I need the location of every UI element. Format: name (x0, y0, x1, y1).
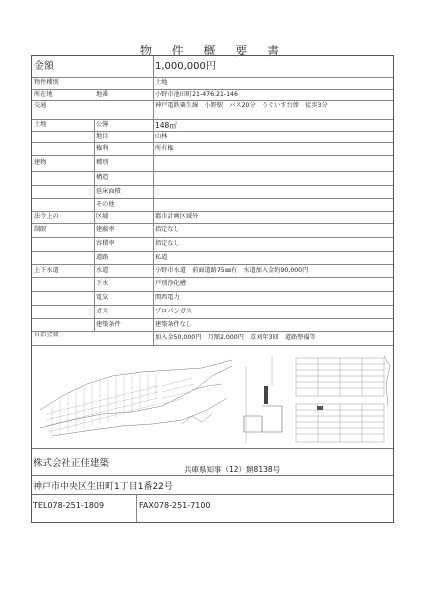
row-label: 交通 (34, 102, 47, 109)
row-label: 土地 (34, 121, 47, 129)
price-row (32, 56, 393, 78)
row-value: 関西電力 (155, 294, 180, 302)
row-sublabel: 容積率 (96, 240, 115, 248)
row-sublabel: 道路 (96, 253, 109, 261)
svg-text:...: ... (152, 383, 155, 387)
row-label: 制限 (34, 226, 47, 234)
subdivision-map-image (32, 346, 393, 449)
row-bldg-area (32, 186, 393, 199)
row-value: 小野市池田町21-476.21-146 (155, 90, 238, 98)
row-sublabel: 区域 (96, 213, 109, 221)
row-label: 上下水道 (34, 266, 59, 274)
row-value: 148㎡ (155, 120, 177, 130)
company-address-row (32, 476, 393, 495)
company-name-row (32, 449, 393, 476)
row-coverage (32, 224, 393, 238)
row-type (32, 78, 393, 90)
row-value: 神戸電鉄粟生線 小野駅 バス20分 うぐいす台俸 徒歩3分 (155, 102, 328, 109)
row-sublabel: 種別 (96, 159, 109, 167)
row-label: 物件種別 (34, 79, 59, 87)
row-sublabel: 下水 (96, 280, 109, 288)
row-gas (32, 306, 393, 319)
row-far (32, 238, 393, 252)
row-sewer (32, 278, 393, 292)
row-value: 私道 (155, 253, 168, 261)
row-zone (32, 212, 393, 224)
row-label: 建物 (34, 159, 47, 167)
row-sublabel: 電気 (96, 294, 109, 302)
row-sublabel: 建蔽率 (96, 226, 115, 234)
row-sublabel: 延床面積 (96, 187, 121, 195)
row-bldg-kind (32, 156, 393, 172)
row-rights (32, 143, 393, 156)
row-value: 山林 (155, 132, 168, 140)
company-address: 神戸市中央区生田町1丁目1番22号 (33, 482, 173, 492)
row-road (32, 252, 393, 265)
company-contact-row (32, 495, 393, 522)
row-land-area (32, 120, 393, 132)
row-value (153, 186, 393, 198)
row-assoc (32, 332, 393, 346)
company-name: 株式会社正佳建築 (33, 458, 110, 469)
row-transport (32, 101, 393, 120)
company-tel: TEL078-251-1809 (33, 501, 105, 510)
row-sublabel: その他 (96, 200, 115, 208)
company-license: 兵庫県知事（12）類8138号 (184, 465, 281, 474)
document-title: 物 件 概 要 書 (139, 44, 288, 58)
company-fax: FAX078-251-7100 (139, 501, 211, 510)
row-bldg-other (32, 199, 393, 212)
row-sublabel: ガス (96, 307, 109, 315)
row-value (153, 172, 393, 185)
row-value: 加入金50,000円 月額2,000円 草刈年3回 道路整備等 (155, 334, 316, 342)
row-label: 所在地 (34, 90, 53, 98)
row-value: 戸別浄化槽 (155, 280, 186, 288)
row-sublabel: 地目 (96, 132, 109, 140)
row-sublabel: 構造 (96, 174, 109, 182)
row-value (153, 156, 393, 171)
row-value (153, 199, 393, 211)
row-value: プロパンガス (155, 307, 193, 315)
row-value: 土地 (155, 79, 168, 87)
row-sublabel: 公簿 (96, 121, 109, 129)
row-land-use (32, 132, 393, 143)
property-summary-sheet (31, 55, 394, 523)
row-value: 小野市水道 前面道路75㎜有 水道加入金約90,000円 (155, 266, 309, 274)
row-label: 自治会費 (34, 332, 59, 338)
row-sublabel: 水道 (96, 266, 109, 274)
row-power (32, 292, 393, 306)
row-sublabel: 権利 (96, 144, 109, 152)
price-value: 1,000,000円 (155, 60, 216, 72)
row-value: 都市計画区域外 (155, 213, 199, 221)
row-value: 指定なし (155, 226, 180, 234)
row-label: 法令上の (34, 213, 59, 221)
map-and-survey-section (32, 346, 393, 449)
row-bldg-struct (32, 172, 393, 186)
row-address (32, 90, 393, 101)
row-value: 指定なし (155, 240, 180, 248)
row-value: 所有権 (155, 144, 174, 152)
row-value: 建築条件なし (155, 320, 193, 328)
price-label: 金額 (34, 60, 54, 72)
row-build-cond (32, 319, 393, 332)
row-sublabel: 建築条件 (96, 320, 121, 328)
row-water (32, 265, 393, 278)
row-sublabel: 地番 (96, 90, 109, 98)
